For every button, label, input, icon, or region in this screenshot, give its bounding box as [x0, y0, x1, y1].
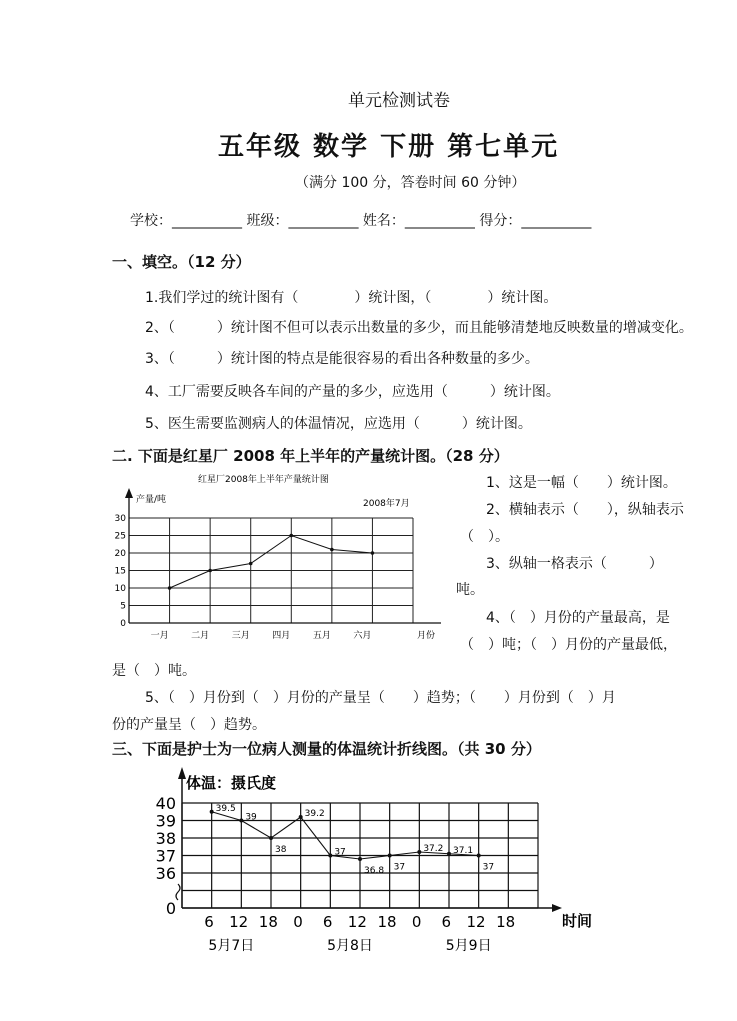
temperature-chart: [140, 758, 610, 958]
data-point: [477, 854, 481, 858]
data-point: [168, 586, 172, 590]
y-tick-label: 40: [155, 794, 176, 813]
exam-subtitle: 单元检测试卷: [348, 91, 450, 111]
s2-question-5b: 份的产量呈（ ）趋势。: [112, 717, 266, 733]
section2-heading: 二. 下面是红星厂 2008 年上半年的产量统计图。（28 分）: [112, 447, 509, 465]
data-label: 39.2: [304, 809, 325, 819]
data-point: [269, 836, 273, 840]
s2-question-4c: 是（ ）吨。: [112, 663, 196, 679]
s2-question-3b: 吨。: [456, 582, 484, 598]
s2-question-2b: （ ）。: [460, 529, 509, 545]
data-label: 37.1: [453, 845, 474, 856]
chart1-note: 2008年7月: [363, 499, 410, 509]
y-tick-label: 37: [155, 846, 176, 866]
data-point: [239, 819, 243, 823]
s1-question-3: 3、（ ）统计图的特点是能很容易的看出各种数量的多少。: [145, 351, 539, 367]
data-label: 37.2: [423, 844, 444, 854]
data-label: 39: [245, 812, 257, 823]
series-line: [170, 536, 373, 589]
chart1-ylabel: 产量/吨: [136, 495, 167, 505]
s1-question-4: 4、工厂需要反映各车间的产量的多少，应选用（ ）统计图。: [145, 384, 560, 400]
x-tick-label: 二月: [191, 631, 210, 641]
y-tick-label: 10: [114, 584, 126, 594]
s1-question-2: 2、（ ）统计图不但可以表示出数量的多少，而且能够清楚地反映数量的增减变化。: [145, 320, 693, 336]
data-label: 37: [393, 862, 406, 873]
date-label: 5月9日: [445, 938, 492, 954]
data-point: [358, 857, 362, 861]
y-tick-label: 5: [120, 601, 126, 612]
data-point: [447, 852, 451, 856]
chart2-ylabel: 体温：摄氏度: [186, 774, 277, 792]
section1-heading: 一、填空。（12 分）: [112, 253, 251, 271]
x-tick-label: 12: [347, 913, 367, 931]
axis-break-mark: [176, 884, 180, 900]
x-tick-label: 0: [293, 913, 303, 931]
data-point: [289, 534, 293, 538]
data-label: 39.5: [215, 803, 236, 814]
s2-question-4a: 4、（ ）月份的产量最高，是: [486, 610, 670, 626]
y-tick-label: 39: [155, 811, 176, 831]
data-label: 36.8: [364, 866, 385, 876]
x-tick-label: 12: [466, 913, 486, 931]
data-point: [299, 815, 303, 819]
x-tick-label: 12: [229, 913, 249, 931]
y-tick-label: 0: [120, 619, 126, 629]
production-chart: [108, 466, 448, 646]
y-tick-label: 15: [114, 566, 126, 577]
data-point: [330, 548, 334, 552]
s1-question-1: 1.我们学过的统计图有（ ）统计图，（ ）统计图。: [145, 290, 558, 306]
x-tick-label: 18: [496, 913, 516, 931]
y-axis-arrow: [125, 488, 133, 498]
x-tick-label: 三月: [231, 631, 250, 641]
x-tick-label: 0: [411, 913, 422, 931]
data-point: [328, 854, 332, 858]
x-tick-label: 6: [322, 913, 333, 931]
y-tick-label: 20: [114, 549, 126, 559]
x-tick-label: 四月: [272, 631, 291, 641]
x-axis-arrow: [552, 904, 562, 912]
y-tick-label: 36: [155, 864, 176, 883]
x-tick-label: 18: [377, 913, 397, 931]
data-point: [417, 850, 421, 854]
y-axis-arrow: [178, 767, 186, 779]
date-label: 5月7日: [208, 938, 255, 954]
x-tick-label: 18: [258, 913, 278, 931]
data-point: [388, 854, 392, 858]
data-label: 37: [334, 847, 346, 858]
data-point: [371, 551, 375, 555]
exam-title: 五年级 数学 下册 第七单元: [218, 132, 560, 162]
chart1-xlabel: 月份: [417, 631, 436, 641]
data-label: 38: [275, 845, 287, 855]
data-point: [210, 810, 214, 814]
student-info-fields: 学校：__________ 班级：__________ 姓名：__________ 得分：__________: [130, 213, 592, 229]
data-point: [249, 562, 253, 566]
data-point: [208, 569, 212, 573]
y-tick-label: 25: [114, 531, 126, 542]
exam-note: （满分 100 分，答卷时间 60 分钟）: [295, 175, 526, 191]
date-label: 5月8日: [327, 938, 373, 954]
x-tick-label: 六月: [353, 631, 372, 641]
chart1-title: 红星厂2008年上半年产量统计图: [198, 475, 329, 485]
section3-heading: 三、下面是护士为一位病人测量的体温统计折线图。（共 30 分）: [112, 740, 541, 758]
s2-question-1: 1、这是一幅（ ）统计图。: [486, 475, 677, 491]
s2-question-3a: 3、纵轴一格表示（ ）: [486, 556, 663, 572]
data-label: 37: [482, 862, 495, 873]
s2-question-4b: （ ）吨；（ ）月份的产量最低，: [460, 637, 677, 653]
y-tick-label: 0: [165, 899, 176, 918]
x-tick-label: 6: [204, 913, 214, 931]
s2-question-2a: 2、横轴表示（ ），纵轴表示: [486, 502, 684, 518]
s2-question-5a: 5、（ ）月份到（ ）月份的产量呈（ ）趋势；（ ）月份到（ ）月: [145, 690, 616, 706]
chart2-xlabel: 时间: [562, 912, 593, 930]
y-tick-label: 38: [155, 829, 176, 848]
y-tick-label: 30: [114, 514, 126, 524]
x-tick-label: 6: [441, 913, 452, 931]
s1-question-5: 5、医生需要监测病人的体温情况，应选用（ ）统计图。: [145, 416, 532, 432]
x-tick-label: 一月: [150, 631, 169, 641]
x-tick-label: 五月: [312, 631, 331, 641]
